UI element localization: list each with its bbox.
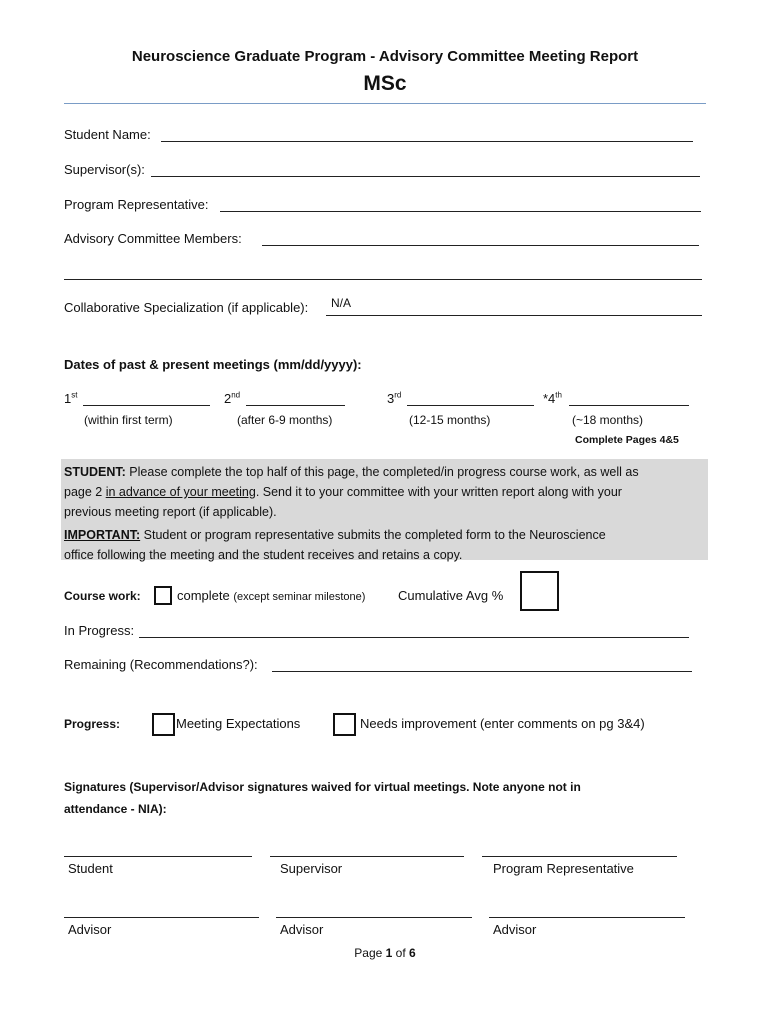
meeting-4-line[interactable] bbox=[569, 405, 689, 406]
student-instructions-label: STUDENT: bbox=[64, 465, 126, 479]
header-divider bbox=[64, 103, 706, 104]
meeting-1-note: (within first term) bbox=[84, 413, 173, 427]
meeting-4-label: *4th bbox=[543, 390, 562, 406]
signatures-heading: Signatures (Supervisor/Advisor signatures waived for virtual meetings. Note anyone not in attendance - NIA): bbox=[64, 780, 581, 816]
important-label: IMPORTANT: bbox=[64, 528, 141, 542]
meeting-expectations-label: Meeting Expectations bbox=[176, 716, 301, 731]
meeting-1-label: 1st bbox=[64, 390, 78, 406]
collab-spec-value[interactable]: N/A bbox=[331, 296, 352, 310]
meeting-4-note: (~18 months) bbox=[572, 413, 644, 427]
advisor-3-signature-line[interactable] bbox=[489, 917, 685, 918]
program-rep-signature-label: Program Representative bbox=[493, 861, 634, 876]
coursework-label: Course work: bbox=[64, 589, 141, 603]
student-signature-label: Student bbox=[68, 861, 113, 876]
collab-spec-label: Collaborative Specialization (if applicable): bbox=[64, 300, 309, 315]
committee-members-line[interactable] bbox=[262, 245, 699, 246]
meeting-2-note: (after 6-9 months) bbox=[237, 413, 333, 427]
remaining-line[interactable] bbox=[272, 671, 692, 672]
supervisors-line[interactable] bbox=[151, 176, 700, 177]
meeting-2-line[interactable] bbox=[246, 405, 345, 406]
meeting-3-note: (12-15 months) bbox=[409, 413, 491, 427]
program-rep-signature-line[interactable] bbox=[482, 856, 677, 857]
cumulative-avg-label: Cumulative Avg % bbox=[398, 588, 504, 603]
advisor-2-signature-label: Advisor bbox=[280, 922, 324, 937]
in-progress-label: In Progress: bbox=[64, 623, 135, 638]
committee-members-label: Advisory Committee Members: bbox=[64, 231, 242, 246]
student-name-label: Student Name: bbox=[64, 127, 151, 142]
page-number: Page 1 of 6 bbox=[354, 946, 416, 960]
committee-members-line-2[interactable] bbox=[64, 279, 702, 280]
needs-improvement-label: Needs improvement (enter comments on pg 3&4) bbox=[360, 716, 645, 731]
meeting-1-line[interactable] bbox=[83, 405, 210, 406]
supervisor-signature-line[interactable] bbox=[270, 856, 464, 857]
progress-label: Progress: bbox=[64, 717, 121, 731]
advisor-2-signature-line[interactable] bbox=[276, 917, 472, 918]
student-name-line[interactable] bbox=[161, 141, 693, 142]
form-title: Neuroscience Graduate Program - Advisory Committee Meeting Report bbox=[131, 48, 639, 65]
collab-spec-line[interactable] bbox=[326, 315, 702, 316]
student-instructions: STUDENT: Please complete the top half of this page, the completed/in progress course work, as well as page 2 in advance of your meeting. Send it to your committee with your written report along with your previous meeting report (if applicable). IMPORTANT: Student or program representative submits the completed form to the Neuroscience office following the meeting and the student receives and retains a copy. bbox=[64, 465, 639, 562]
supervisors-label: Supervisor(s): bbox=[64, 162, 145, 177]
program-rep-label: Program Representative: bbox=[64, 197, 209, 212]
advisor-3-signature-label: Advisor bbox=[493, 922, 537, 937]
form-subtitle: MSc bbox=[363, 72, 407, 95]
advisor-1-signature-line[interactable] bbox=[64, 917, 259, 918]
meeting-expectations-checkbox[interactable] bbox=[152, 713, 175, 736]
complete-pages-note: Complete Pages 4&5 bbox=[575, 434, 679, 446]
complete-label: complete (except seminar milestone) bbox=[177, 588, 366, 603]
meetings-heading: Dates of past & present meetings (mm/dd/yyyy): bbox=[64, 357, 362, 372]
advisor-1-signature-label: Advisor bbox=[68, 922, 112, 937]
meeting-2-label: 2nd bbox=[224, 390, 241, 406]
in-progress-line[interactable] bbox=[139, 637, 689, 638]
remaining-label: Remaining (Recommendations?): bbox=[64, 657, 258, 672]
meeting-3-line[interactable] bbox=[407, 405, 534, 406]
needs-improvement-checkbox[interactable] bbox=[333, 713, 356, 736]
student-signature-line[interactable] bbox=[64, 856, 252, 857]
cumulative-avg-box[interactable] bbox=[520, 571, 559, 611]
meeting-3-label: 3rd bbox=[387, 390, 402, 406]
supervisor-signature-label: Supervisor bbox=[280, 861, 343, 876]
complete-checkbox[interactable] bbox=[154, 586, 172, 605]
program-rep-line[interactable] bbox=[220, 211, 701, 212]
